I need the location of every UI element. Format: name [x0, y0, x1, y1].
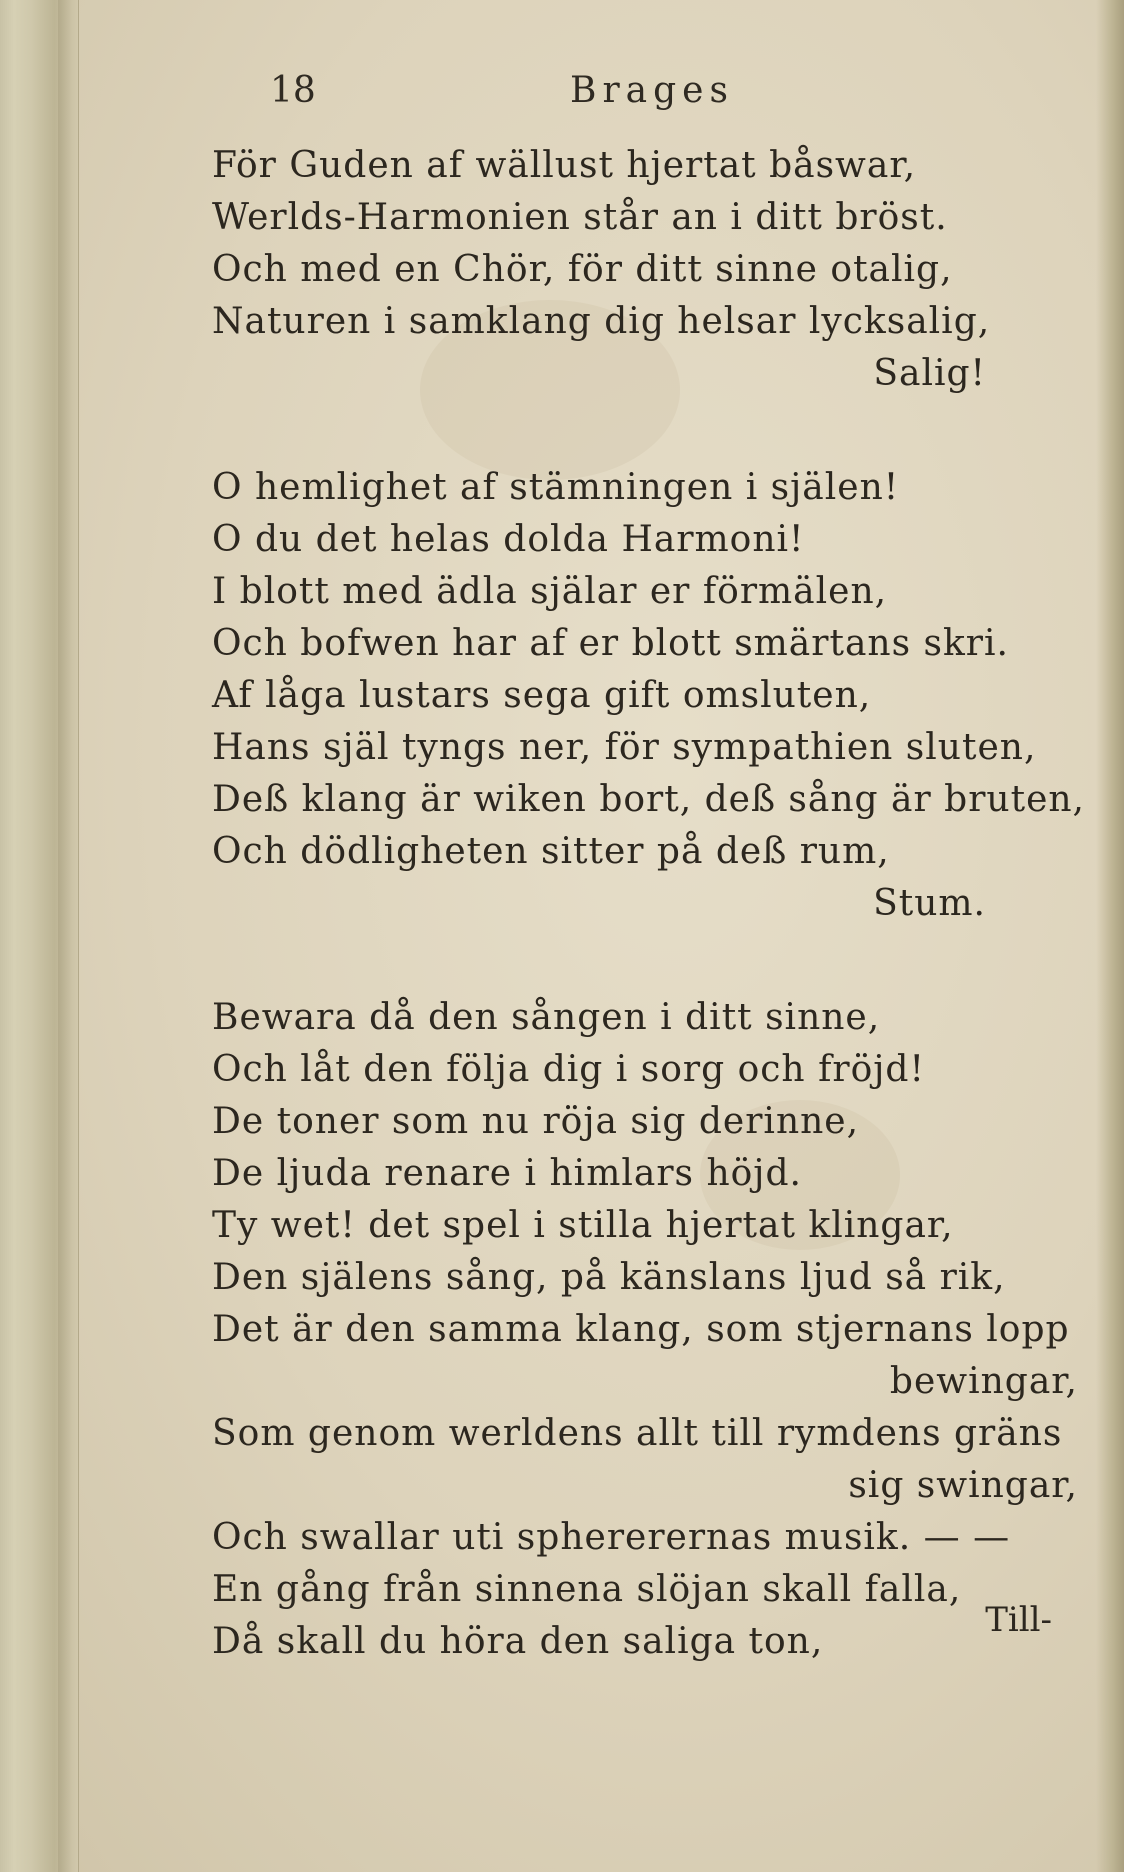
catchword: Till-	[985, 1600, 1052, 1640]
poem-line: Då skall du höra den saliga ton,	[212, 1621, 824, 1662]
line-continuation: bewingar,	[889, 1361, 1078, 1402]
poem-line: Och med en Chör, för ditt sinne otalig,	[212, 249, 953, 290]
poem-line: För Guden af wällust hjertat båswar,	[212, 145, 917, 186]
stanza-end-word: Stum.	[873, 883, 986, 924]
page-header	[258, 62, 818, 122]
poem-line: Den själens sång, på känslans ljud så rik,	[212, 1257, 1006, 1298]
poem-line: I blott med ädla själar er förmälen,	[212, 571, 888, 612]
poem-line: De ljuda renare i himlars höjd.	[212, 1153, 802, 1194]
poem-line: Hans själ tyngs ner, för sympathien sluten,	[212, 727, 1037, 768]
poem-line: Som genom werldens allt till rymdens gräns	[212, 1413, 1063, 1454]
poem-line: En gång från sinnena slöjan skall falla,	[212, 1569, 962, 1610]
poem-line: Och dödligheten sitter på deß rum,	[212, 831, 890, 872]
poem-line: Af låga lustars sega gift omsluten,	[212, 675, 872, 716]
poem-line: Ty wet! det spel i stilla hjertat klingar,	[212, 1205, 954, 1246]
poem-line: Bewara då den sången i ditt sinne,	[212, 997, 881, 1038]
poem-line: Deß klang är wiken bort, deß sång är bruten,	[212, 779, 1086, 820]
line-continuation: sig swingar,	[848, 1465, 1078, 1506]
poem-line: Naturen i samklang dig helsar lycksalig,	[212, 301, 991, 342]
poem-line: De toner som nu röja sig derinne,	[212, 1101, 860, 1142]
poem-line: Och låt den följa dig i sorg och fröjd!	[212, 1049, 925, 1090]
poem-line: Och swallar uti sphererernas musik. — —	[212, 1517, 1011, 1558]
stanza-end-word: Salig!	[873, 353, 986, 394]
running-head: Brages	[570, 70, 734, 111]
poem-line: Och bofwen har af er blott smärtans skri.	[212, 623, 1009, 664]
poem-text	[212, 140, 1092, 1668]
book-binding	[0, 0, 79, 1872]
poem-line: Werlds-Harmonien står an i ditt bröst.	[212, 197, 948, 238]
page-edge-shadow	[1096, 0, 1124, 1872]
poem-line: Det är den samma klang, som stjernans lopp	[212, 1309, 1070, 1350]
poem-line: O du det helas dolda Harmoni!	[212, 519, 805, 560]
poem-line: O hemlighet af stämningen i själen!	[212, 467, 900, 508]
page-number: 18	[270, 70, 316, 111]
